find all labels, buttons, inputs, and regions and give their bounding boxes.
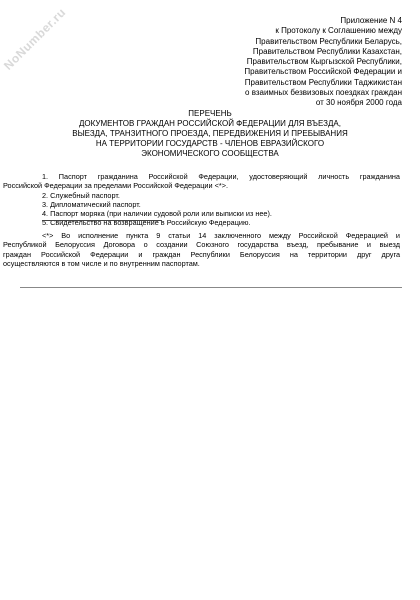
appendix-header <box>182 16 402 109</box>
footnote-line: осуществляются в том числе и по внутренним паспортам. <box>3 259 200 269</box>
watermark: NoNumber.ru <box>0 5 69 73</box>
page-bottom-rule <box>20 287 402 288</box>
footnote-line: граждан Российской Федерации и граждан Республики Белоруссия на территории друг друга <box>3 249 400 259</box>
footnote-divider <box>42 220 162 221</box>
title-line: ЭКОНОМИЧЕСКОГО СООБЩЕСТВА <box>141 149 279 158</box>
list-item: 2. Служебный паспорт. <box>42 190 120 200</box>
list-item-line: Российской Федерации за пределами Российской Федерации <*>. <box>3 181 228 191</box>
footnote <box>3 231 400 269</box>
list-item-line: 1. Паспорт гражданина Российской Федерации, удостоверяющий личность гражданина <box>42 172 400 181</box>
footnote-line: Республикой Белоруссия Договора о создании Союзного государства въезд, пребывание и выезд <box>3 240 400 250</box>
appendix-line: Правительством Российской Федерации и <box>244 67 402 77</box>
list-item: 4. Паспорт моряка (при наличии судовой роли или выписки из нее). <box>42 209 272 219</box>
appendix-line: Приложение N 4 <box>340 16 402 25</box>
list-item: 5. Свидетельство на возвращение в Российскую Федерацию. <box>42 218 251 228</box>
appendix-line: Правительством Республики Таджикистан <box>244 77 402 87</box>
appendix-line: Правительством Кыргызской Республики, <box>246 57 402 67</box>
list-item <box>3 172 400 191</box>
title-line: ВЫЕЗДА, ТРАНЗИТНОГО ПРОЕЗДА, ПЕРЕДВИЖЕНИЯ И ПРЕБЫВАНИЯ <box>72 129 348 138</box>
title-line: ДОКУМЕНТОВ ГРАЖДАН РОССИЙСКОЙ ФЕДЕРАЦИИ ДЛЯ ВЪЕЗДА, <box>79 119 341 128</box>
title-line: ПЕРЕЧЕНЬ <box>188 109 232 118</box>
appendix-line: о взаимных безвизовых поездках граждан <box>245 88 402 98</box>
appendix-line: от 30 ноября 2000 года <box>315 98 402 108</box>
document-title <box>20 109 400 159</box>
appendix-line: Правительством Республики Казахстан, <box>252 46 402 56</box>
footnote-line: <*> Во исполнение пункта 9 статьи 14 заключенного между Российской Федерацией и <box>42 231 400 240</box>
list-item: 3. Дипломатический паспорт. <box>42 199 141 209</box>
appendix-line: к Протоколу к Соглашению между <box>275 26 402 36</box>
title-line: НА ТЕРРИТОРИИ ГОСУДАРСТВ - ЧЛЕНОВ ЕВРАЗИЙСКОГО <box>95 139 325 148</box>
appendix-line: Правительством Республики Беларусь, <box>255 36 402 46</box>
